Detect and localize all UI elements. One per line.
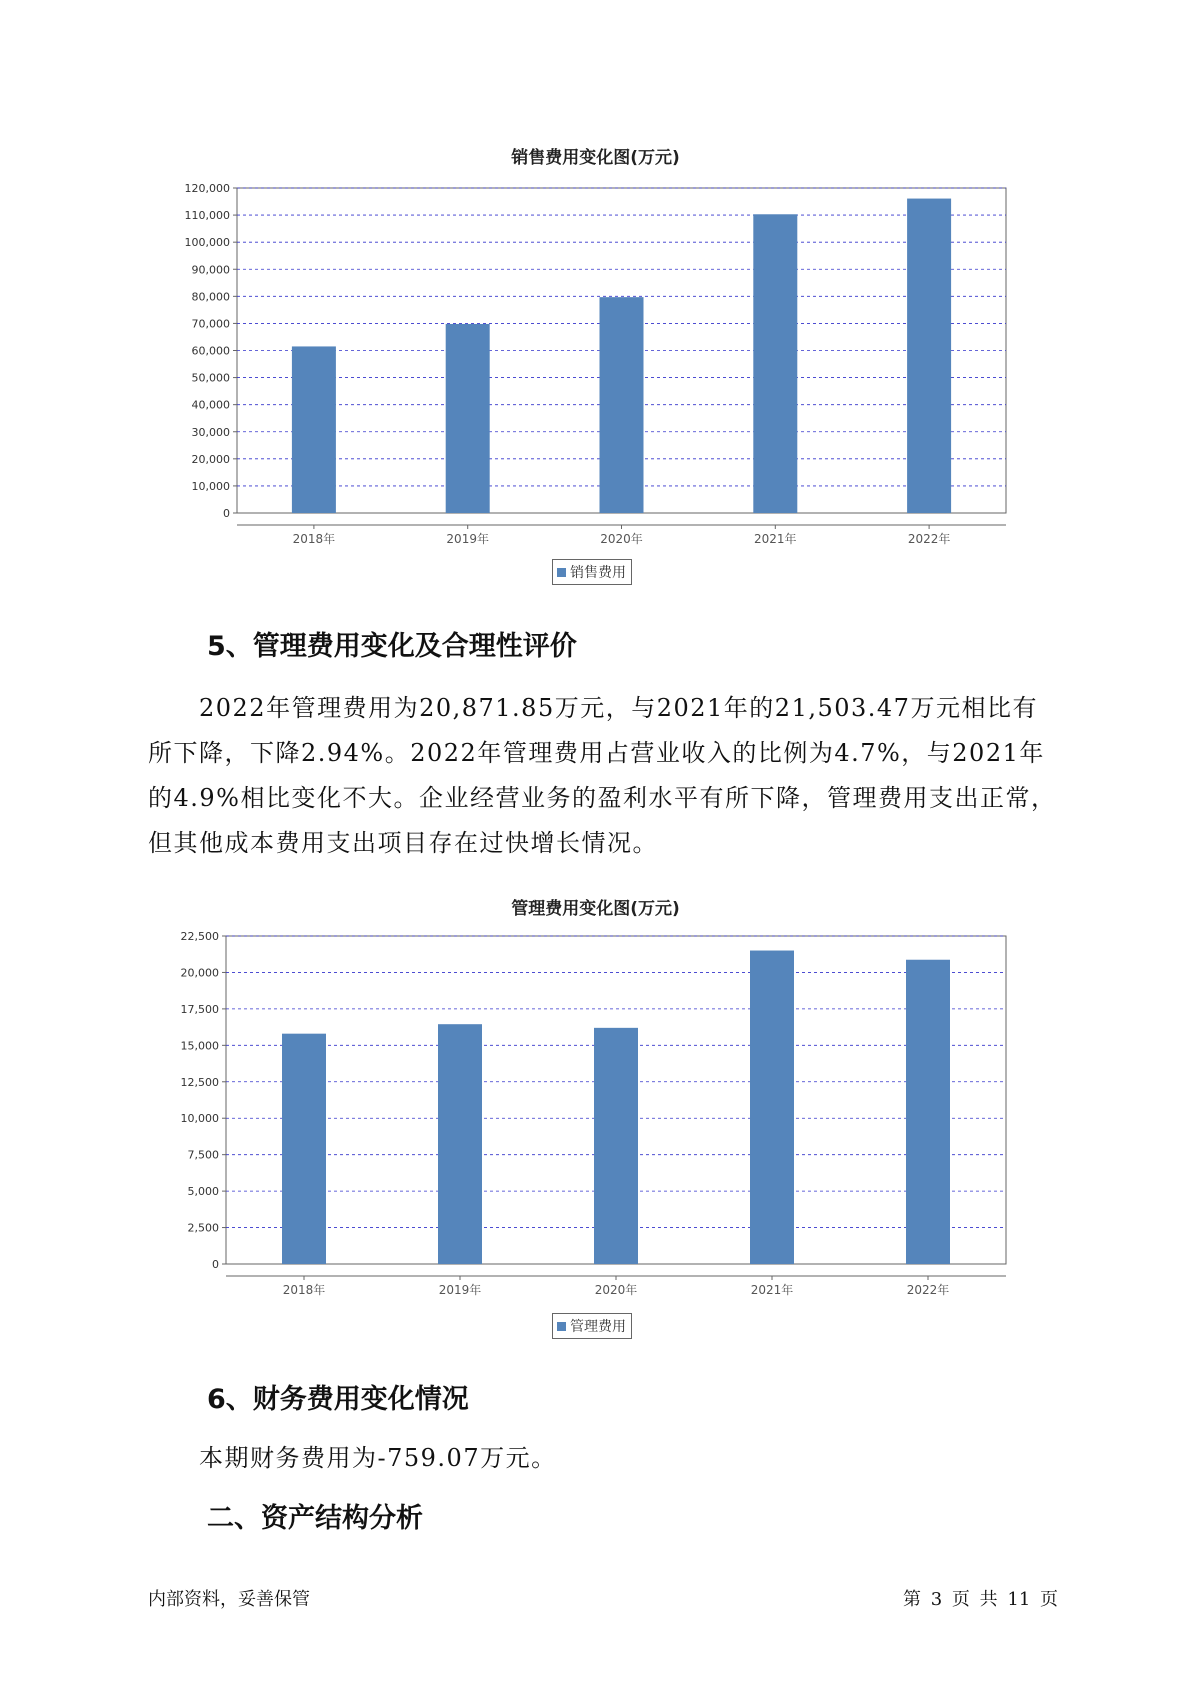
chart1-xtick-label: 2018年 <box>292 532 336 546</box>
chart2-ytick-label: 15,000 <box>180 1039 219 1053</box>
chart1-ytick-label: 70,000 <box>191 317 230 331</box>
chart2-title: 管理费用变化图(万元) <box>511 899 680 919</box>
chart2-bar-2 <box>438 1024 482 1264</box>
chart1-ytick-label: 80,000 <box>191 290 230 304</box>
chart2-xtick-label: 2018年 <box>282 1283 326 1297</box>
chart1-ytick-label: 20,000 <box>191 452 230 466</box>
chart1-ytick-label: 50,000 <box>191 371 230 385</box>
chart2-ytick-label: 20,000 <box>180 966 219 980</box>
chart1-xtick-label: 2022年 <box>907 532 951 546</box>
chart2-xtick-label: 2022年 <box>906 1283 950 1297</box>
chart2-xtick-label: 2019年 <box>438 1283 482 1297</box>
section5-heading: 5、管理费用变化及合理性评价 <box>207 631 577 662</box>
chart1-ytick-label: 90,000 <box>191 263 230 277</box>
chart2-ytick-label: 0 <box>212 1258 219 1271</box>
footer-page-number: 第 3 页 共 11 页 <box>903 1589 1058 1610</box>
chart2-legend <box>552 1313 632 1339</box>
chart2-xtick-label: 2021年 <box>750 1283 794 1297</box>
chart1-ytick-label: 40,000 <box>191 398 230 412</box>
chart1-ytick-label: 60,000 <box>191 344 230 358</box>
legend-swatch-icon <box>557 1322 566 1331</box>
chart1-ytick-label: 10,000 <box>191 479 230 493</box>
chart1-legend-label: 销售费用 <box>570 565 626 581</box>
chart2-xtick-label: 2020年 <box>594 1283 638 1297</box>
chart1-title: 销售费用变化图(万元) <box>511 148 680 168</box>
chart2-legend-label: 管理费用 <box>570 1319 626 1335</box>
chart2-bar-3 <box>594 1028 638 1264</box>
part2-heading: 二、资产结构分析 <box>207 1503 423 1534</box>
chart1-xtick-label: 2020年 <box>600 532 643 546</box>
section5-paragraph: 2022年管理费用为20,871.85万元，与2021年的21,503.47万元相比有所下降，下降2.94%。2022年管理费用占营业收入的比例为4.7%，与2021年的4.9%相比变化不大。企业经营业务的盈利水平有所下降，管理费用支出正常，但其他成本费用支出项目存在过快增长情况。 <box>148 694 1057 857</box>
chart1-ytick-label: 120,000 <box>184 182 230 195</box>
chart2-bar-5 <box>906 960 950 1264</box>
chart1-ytick-label: 0 <box>223 507 230 520</box>
chart2-ytick-label: 12,500 <box>180 1075 219 1089</box>
chart2-ytick-label: 10,000 <box>180 1112 219 1126</box>
chart2-bar-4 <box>750 951 794 1264</box>
chart1-xtick-label: 2019年 <box>446 532 489 546</box>
chart1-xtick-label: 2021年 <box>754 532 797 546</box>
chart1-ytick-label: 100,000 <box>184 236 230 250</box>
chart2-bar-1 <box>282 1034 326 1264</box>
chart2-ytick-label: 22,500 <box>180 930 219 943</box>
chart1-ytick-label: 110,000 <box>184 209 230 223</box>
chart1-ytick-label: 30,000 <box>191 425 230 439</box>
chart2-ytick-label: 7,500 <box>187 1148 219 1162</box>
section6-heading: 6、财务费用变化情况 <box>207 1384 469 1415</box>
footer-confidential: 内部资料，妥善保管 <box>148 1589 310 1610</box>
section6-paragraph: 本期财务费用为-759.07万元。 <box>199 1444 557 1472</box>
chart2-ytick-label: 2,500 <box>187 1221 219 1235</box>
chart2-ytick-label: 17,500 <box>180 1002 219 1016</box>
chart2-ytick-label: 5,000 <box>187 1185 219 1199</box>
